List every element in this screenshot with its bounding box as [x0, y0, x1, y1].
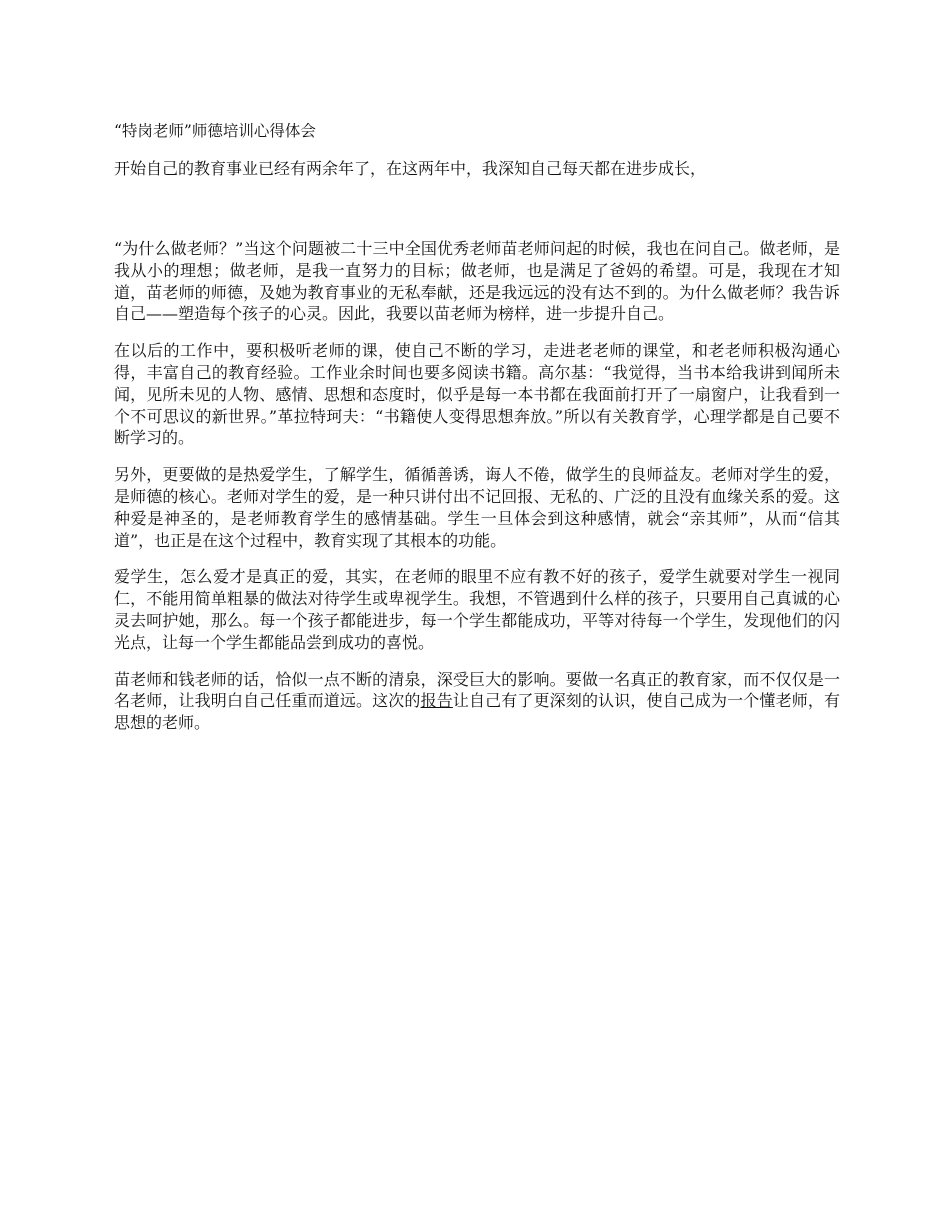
paragraph-learning: 在以后的工作中，要积极听老师的课，使自己不断的学习，走进老老师的课堂，和老老师积极沟通心得，丰富自己的教育经验。工作业余时间也要多阅读书籍。高尔基：“我觉得，当书本给我讲到闻所未闻，见所未见的人物、感情、思想和态度时，似乎是每一本书都在我面前打开了一扇窗户，让我看到一个不可思议的新世界。”革拉特珂夫：“书籍使人变得思想奔放。”所以有关教育学，心理学都是自己要不断学习的。: [114, 341, 840, 448]
document-title: “特岗老师”师德培训心得体会: [114, 122, 316, 140]
paragraph-why-teacher: “为什么做老师？”当这个问题被二十三中全国优秀老师苗老师问起的时候，我也在问自己。做老师，是我从小的理想；做老师，是我一直努力的目标；做老师，也是满足了爸妈的希望。可是，我现在才知道，苗老师的师德，及她为教育事业的无私奉献，还是我远远的没有达不到的。为什么做老师？我告诉自己——塑造每个孩子的心灵。因此，我要以苗老师为榜样，进一步提升自己。: [114, 239, 840, 324]
conclusion-text-before: 苗老师和钱老师的话，恰似一点不断的清泉，深受巨大的影响。要做一名真正的教育家，而不仅仅是一名老师，让我明白自己任重而道远。这次的: [114, 669, 840, 711]
document-body: [114, 120, 840, 749]
paragraph-conclusion: [114, 669, 840, 734]
paragraph-love-students: 另外，更要做的是热爱学生，了解学生，循循善诱，诲人不倦，做学生的良师益友。老师对学生的爱，是师德的核心。老师对学生的爱，是一种只讲付出不记回报、无私的、广泛的且没有血缘关系的爱。这种爱是神圣的，是老师教育学生的感情基础。学生一旦体会到这种感情，就会“亲其师”，从而“信其道”，也正是在这个过程中，教育实现了其根本的功能。: [114, 465, 840, 550]
paragraph-true-love: 爱学生，怎么爱才是真正的爱，其实，在老师的眼里不应有教不好的孩子，爱学生就要对学生一视同仁，不能用简单粗暴的做法对待学生或卑视学生。我想，不管遇到什么样的孩子，只要用自己真诚的心灵去呵护她，那么。每一个孩子都能进步，每一个学生都能成功，平等对待每一个学生，发现他们的闪光点，让每一个学生都能品尝到成功的喜悦。: [114, 567, 840, 652]
intro-paragraph: 开始自己的教育事业已经有两余年了，在这两年中，我深知自己每天都在进步成长，: [114, 159, 707, 178]
conclusion-text-after: 让自己有了更深刻的认识，使自己成为一个懂老师，有思想的老师。: [114, 691, 840, 733]
report-link[interactable]: 报告: [420, 691, 453, 711]
